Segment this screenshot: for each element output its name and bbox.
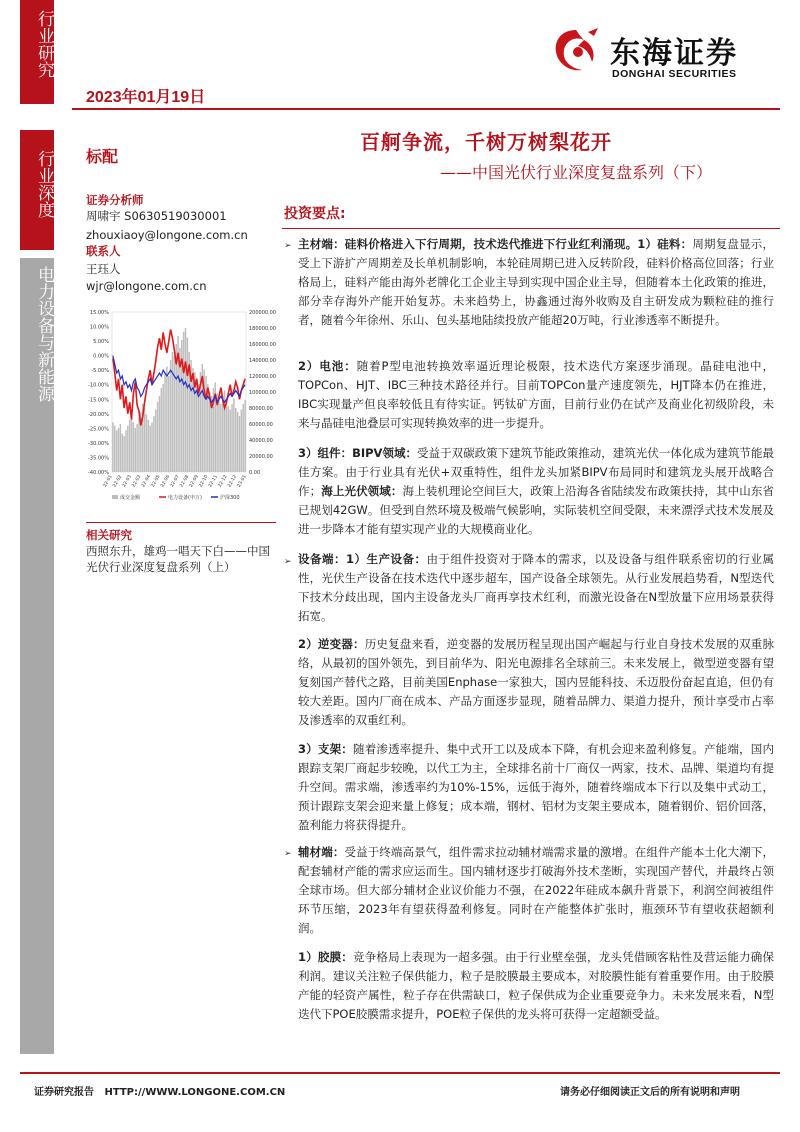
y-right-tick-label: 40000.00 [249, 438, 273, 444]
y-right-tick-label: 80000.00 [249, 406, 273, 412]
volume-bar [161, 388, 162, 472]
legend-swatch [112, 495, 118, 499]
y-left-tick-label: 5.00% [93, 339, 109, 346]
paragraph-equipment [298, 550, 774, 626]
paragraph-lead: 2）逆变器： [298, 637, 365, 651]
x-tick-label: 22-10 [198, 474, 210, 489]
volume-bar [116, 430, 117, 472]
y-right-tick-label: 140000.00 [249, 358, 277, 364]
depth-tab-label: 行业深度 [34, 150, 54, 218]
section-divider [282, 228, 780, 229]
paragraph-body: 受益于终端高景气，组件需求拉动辅材端需求量的激增。在组件产能本土化大潮下，配套辅材产能的需求应运而生。国内辅材逐步打破海外技术垄断，实现国产替代，并最终占领全球市场。但大部分辅材企业议价能力不强，在2022年硅成本飙升背景下，利润空间被组件环节压缩，2023年有望获得盈利修复。同时在产能整体扩张时，瓶颈环节有望收获超额利润。 [298, 845, 774, 935]
volume-bar [157, 402, 158, 472]
footer-left-text[interactable]: 证券研究报告 HTTP://WWW.LONGONE.COM.CN [34, 1087, 286, 1098]
paragraph-lead: 辅材端： [298, 845, 345, 859]
y-left-tick-label: -35.00% [88, 455, 109, 462]
x-tick-label: 22-03 [131, 474, 143, 489]
y-left-tick-label: 10.00% [89, 324, 109, 331]
volume-bar [172, 352, 173, 472]
paragraph-inverters [298, 635, 774, 730]
paragraph-body: 历史复盘来看，逆变器的发展历程呈现出国产崛起与行业自身技术发展的双重脉络，从最初的国外领先，到目前华为、阳光电源排名全球前三。未来发展上，微型逆变器有望复刻国产替代之路，目前美国Enphase一家独大，国内昱能科技、禾迈股份奋起直追，但仍有较大差距。国内厂商在成本、产品方面逐步显现，随着品牌力、渠道力提升，预计享受市占率及渗透率的双重红利。 [298, 637, 774, 727]
paragraph-body: 随着P型电池转换效率逼近理论极限，技术迭代方案逐步涌现。晶硅电池中，TOPCon、HJT、IBC三种技术路径并行。目前TOPCon量产速度领先，HJT降本仍在推进，IBC实现量产但良率较低且有待实证。钙钛矿方面，目前行业仍在试产及商业化初级阶段，未来与晶硅电池叠层可实现转换效率的进一步提升。 [298, 359, 774, 430]
volume-bar [229, 410, 230, 472]
volume-bar [205, 376, 206, 472]
y-left-tick-label: -5.00% [91, 368, 109, 375]
y-left-tick-label: -15.00% [88, 397, 109, 404]
header-divider [72, 108, 780, 110]
volume-bar [125, 430, 126, 472]
y-left-tick-label: 0.00% [93, 353, 109, 360]
volume-bar [149, 426, 150, 472]
x-tick-label: 22-09 [189, 474, 200, 489]
dragon-logo-icon [548, 24, 604, 80]
volume-bar [233, 398, 234, 472]
volume-bar [159, 396, 160, 472]
bullet-icon: ➢ [284, 241, 292, 251]
logo-english-name: DONGHAI SECURITIES [612, 68, 737, 80]
legend-label: 沪深300 [220, 495, 240, 501]
x-tick-label: 22-06 [160, 474, 172, 489]
footer-divider [20, 1072, 780, 1074]
volume-bar [153, 416, 154, 472]
paragraph-lead: 2）电池： [298, 359, 357, 373]
volume-bar [166, 366, 167, 472]
volume-bar [220, 404, 221, 472]
paragraph-body: 周期复盘显示，受上下游扩产周期差及长单机制影响，本轮硅周期已进入反转阶段，硅料价格高位回落；行业格局上，硅料产能由海外老牌化工企业主导到实现中国企业主导，但随着本土化政策的推进，部分幸存海外产能开始复苏。未来趋势上，协鑫通过海外收购及自主研发成为颗粒硅的推行者，随着今年徐州、乐山、包头基地陆续投放产能超20万吨，行业渗透率不断提升。 [298, 237, 775, 327]
paragraph-lead: 设备端：1）生产设备： [298, 552, 427, 566]
report-date: 2023年01月19日 [86, 89, 206, 106]
paragraph-trackers [298, 740, 774, 835]
y-left-tick-label: -25.00% [88, 426, 109, 433]
volume-bar [138, 418, 139, 472]
volume-bar [244, 400, 245, 472]
x-tick-label: 22-08 [179, 474, 191, 489]
volume-bar [222, 396, 223, 472]
x-tick-label: 22-03 [122, 474, 133, 489]
volume-bar [192, 368, 193, 472]
paragraph-lead: 1）胶膜： [298, 950, 353, 964]
volume-bar [114, 426, 115, 472]
bullet-icon: ➢ [284, 849, 292, 859]
y-left-tick-label: -40.00% [88, 470, 109, 476]
market-performance-chart [80, 296, 280, 506]
volume-bar [135, 428, 136, 472]
y-right-tick-label: 200000.00 [249, 310, 277, 316]
report-title: 百舸争流，千树万树梨花开 [360, 130, 612, 154]
legend-label: 电力设备(申万) [168, 495, 202, 501]
volume-bar [151, 422, 152, 472]
volume-bar [226, 400, 227, 472]
y-right-tick-label: 60000.00 [249, 422, 273, 428]
related-research-heading: 相关研究 [86, 528, 132, 542]
x-tick-label: 22-07 [169, 474, 181, 489]
x-tick-label: 22-12 [227, 474, 239, 489]
y-right-tick-label: 0.00 [249, 470, 261, 476]
volume-bar [174, 356, 175, 472]
y-right-tick-label: 160000.00 [249, 342, 277, 348]
paragraph-lead: 3）支架： [298, 742, 353, 756]
volume-bar [146, 414, 147, 472]
bullet-icon: ➢ [284, 557, 292, 567]
paragraph-body-2: 海上装机理论空间巨大，政策上沿海各省陆续发布政策扶持，其中山东省已规划42GW。但受到自然环境及极端气候影响，实际装机空间受限，未来漂浮式技术发展及进一步降本才能有望实现产业的大规模商业化。 [298, 484, 775, 536]
x-tick-label: 23-01 [236, 474, 248, 489]
volume-bar [155, 410, 156, 472]
volume-bar [136, 424, 137, 472]
investment-points-heading: 投资要点: [284, 206, 346, 222]
y-right-tick-label: 20000.00 [249, 454, 273, 460]
analyst-name-license: 周啸宇 S0630519030001 [86, 209, 227, 223]
volume-bar [235, 408, 236, 472]
paragraph-modules [298, 444, 774, 539]
volume-bar [120, 424, 121, 472]
y-right-tick-label: 120000.00 [249, 374, 277, 380]
paragraph-encapsulant-film [298, 948, 774, 1024]
paragraph-body: 受益于双碳政策下建筑节能政策推动，建筑光伏一体化成为建筑节能最佳方案。由于行业具有光伏+双重特性，组件龙头加紧BIPV布局同时和建筑龙头展开战略合作； [298, 446, 775, 498]
volume-bar [144, 408, 145, 472]
volume-bar [122, 434, 123, 472]
volume-bar [216, 394, 217, 472]
volume-bar [133, 422, 134, 472]
volume-bar [185, 328, 186, 472]
paragraph-materials-silicon [298, 235, 774, 330]
x-tick-label: 22-11 [208, 474, 220, 489]
company-logo [548, 24, 768, 84]
x-tick-label: 22-01 [102, 474, 114, 489]
x-tick-label: 22-02 [112, 474, 124, 489]
paragraph-lead: 3）组件：BIPV领域： [298, 446, 418, 460]
volume-bar [237, 412, 238, 472]
volume-bar [123, 436, 124, 472]
x-tick-label: 22-12 [217, 474, 229, 489]
volume-bar [127, 426, 128, 472]
volume-bar [239, 416, 240, 472]
footer-disclaimer: 请务必仔细阅读正文后的所有说明和声明 [560, 1087, 740, 1098]
logo-chinese-name: 东海证券 [610, 36, 738, 71]
report-subtitle: ——中国光伏行业深度复盘系列（下） [440, 163, 713, 182]
x-tick-label: 22-05 [150, 474, 162, 489]
volume-bar [118, 428, 119, 472]
volume-bar [131, 416, 132, 472]
volume-bar [129, 420, 130, 472]
volume-bar [164, 372, 165, 472]
y-left-tick-label: -30.00% [88, 440, 109, 447]
paragraph-body: 由于组件投资对于降本的需求，以及设备与组件联系密切的行业属性，光伏生产设备在技术迭代中逐步超车，国产设备全球领先。从行业发展趋势看，N型迭代下技术分歧出现，国内主设备龙头厂商再享技术红利，而激光设备在N型放量下应用场景获得拓宽。 [298, 552, 774, 623]
volume-bar [170, 360, 171, 472]
analyst-email: zhouxiaoy@longone.com.cn [86, 228, 248, 242]
related-research-item[interactable]: 西照东升，雄鸡一唱天下白——中国光伏行业深度复盘系列（上） [86, 544, 270, 574]
x-tick-label: 22-04 [141, 474, 153, 489]
volume-bar [242, 404, 243, 472]
volume-bar [241, 410, 242, 472]
analyst-heading: 证券分析师 [86, 193, 144, 207]
y-right-tick-label: 100000.00 [249, 390, 277, 396]
y-right-tick-label: 180000.00 [249, 326, 277, 332]
volume-bar [168, 376, 169, 472]
volume-bar [228, 406, 229, 472]
report-type-label: 行业研究 [34, 10, 54, 78]
volume-bar [112, 422, 113, 472]
related-divider [86, 522, 276, 523]
sector-tab-label: 电力设备与新能源 [34, 266, 54, 402]
contact-name: 王珏人 [86, 262, 121, 276]
volume-bar [148, 420, 149, 472]
contact-email: wjr@longone.com.cn [86, 279, 207, 293]
volume-bar [162, 384, 163, 472]
rating-label: 标配 [86, 147, 119, 166]
volume-bar [187, 338, 188, 472]
legend-label: 成交金额 [120, 495, 141, 501]
contact-heading: 联系人 [86, 244, 121, 258]
paragraph-lead: 主材端：硅料价格进入下行周期，技术迭代推进下行业红利涌现。1）硅料： [298, 237, 693, 251]
paragraph-lead-2: 海上光伏领域： [321, 484, 403, 498]
paragraph-body: 随着渗透率提升、集中式开工以及成本下降，有机会迎来盈利修复。产能端，国内跟踪支架厂商起步较晚，以代工为主，全球排名前十厂商仅一两家，技术、品牌、渠道均有提升空间。需求端，渗透率约为10%-15%，远低于海外，随着终端成本下行以及集中式动工，预计跟踪支架会迎来量上修复；成本端，钢材、铝材为支架主要成本，随着钢价、铝价回落，盈利能力将获得提升。 [298, 742, 774, 832]
volume-bar [218, 400, 219, 472]
volume-bar [231, 404, 232, 472]
paragraph-cells [298, 357, 774, 433]
paragraph-auxiliary [298, 843, 774, 938]
y-left-tick-label: -20.00% [88, 411, 109, 418]
y-left-tick-label: -10.00% [88, 382, 109, 389]
y-left-tick-label: 15.00% [89, 310, 109, 316]
paragraph-body: 竞争格局上表现为一超多强。由于行业壁垒强，龙头凭借顾客粘性及营运能力确保利润。建议关注粒子保供能力，粒子是胶膜最主要成本，对胶膜性能有着重要作用。由于胶膜产能的轻资产属性，粒子存在供需缺口，粒子保供成为企业重要竞争力。未来发展来看，N型迭代下POE胶膜需求提升，POE粒子保供的龙头将可获得一定超额受益。 [298, 950, 774, 1021]
volume-bar [183, 332, 184, 472]
